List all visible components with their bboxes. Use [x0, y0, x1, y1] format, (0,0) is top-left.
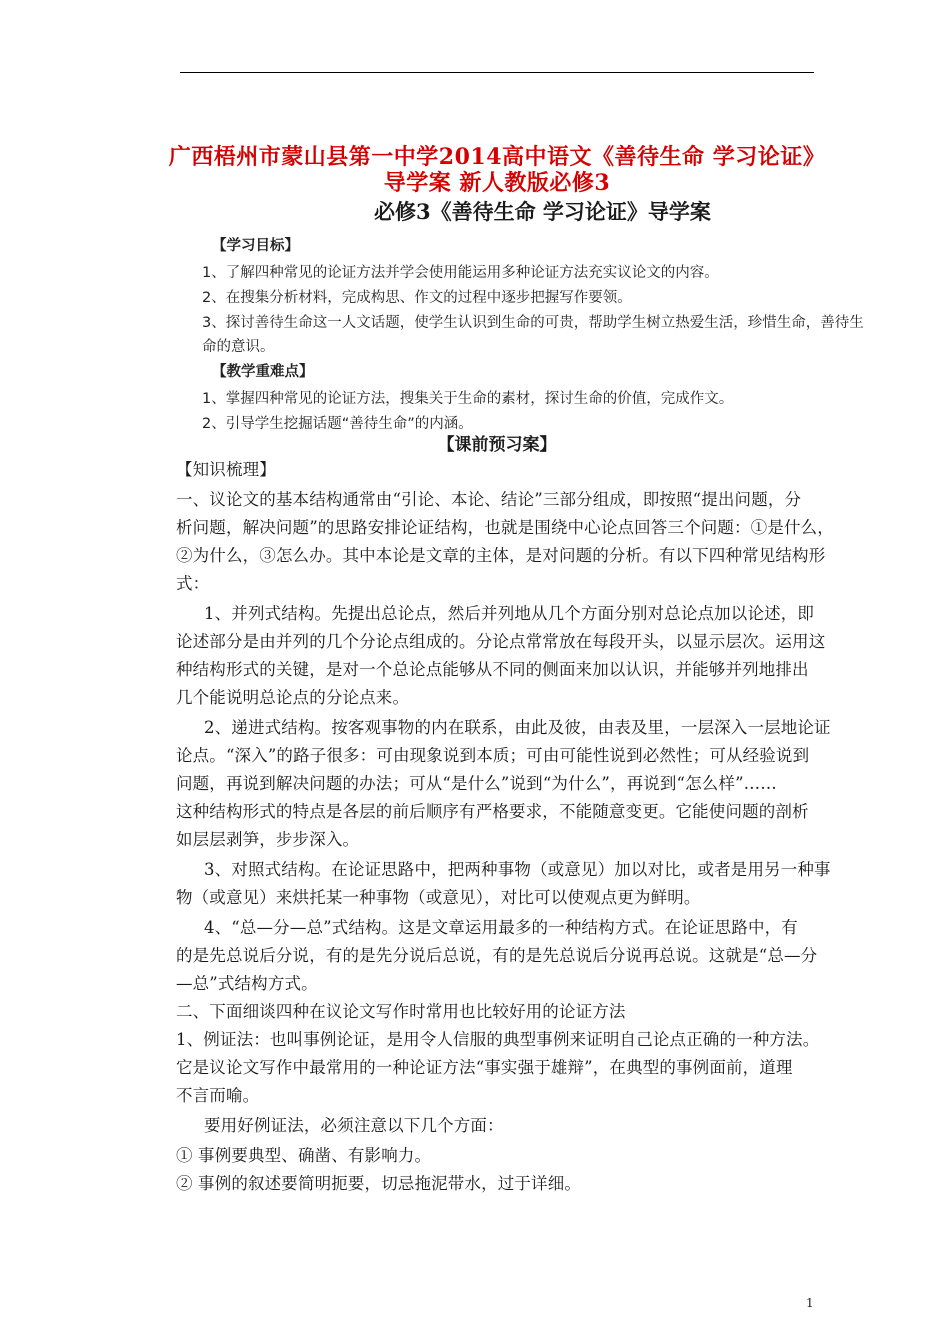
body-line: 4、“总—分—总”式结构。这是文章运用最多的一种结构方式。在论证思路中，有: [204, 918, 798, 937]
body-line: 几个能说明总论点的分论点来。: [176, 688, 410, 707]
body-line: 这种结构形式的特点是各层的前后顺序有严格要求，不能随意变更。它能使问题的剖析: [176, 802, 809, 821]
body-line: 物（或意见）来烘托某一种事物（或意见），对比可以使观点更为鲜明。: [176, 888, 701, 907]
header-rule: [180, 72, 814, 73]
body-line: 二、下面细谈四种在议论文写作时常用也比较好用的论证方法: [176, 1002, 626, 1021]
body-line: 式：: [176, 574, 210, 593]
body-line: 不言而喻。: [176, 1086, 260, 1105]
body-line: 要用好例证法，必须注意以下几个方面：: [204, 1116, 504, 1135]
goal-item-2: 2、在搜集分析材料，完成构思、作文的过程中逐步把握写作要领。: [202, 290, 632, 306]
body-line: 种结构形式的关键，是对一个总论点能够从不同的侧面来加以认识，并能够并列地排出: [176, 660, 809, 679]
body-line: 3、对照式结构。在论证思路中，把两种事物（或意见）加以对比，或者是用另一种事: [204, 860, 831, 879]
body-line: ②为什么，③怎么办。其中本论是文章的主体，是对问题的分析。有以下四种常见结构形: [176, 546, 826, 565]
body-line: 论述部分是由并列的几个分论点组成的。分论点常常放在每段开头，以显示层次。运用这: [176, 632, 826, 651]
body-line: 如层层剥笋，步步深入。: [176, 830, 360, 849]
body-line: —总”式结构方式。: [176, 974, 318, 993]
goal-item-1: 1、了解四种常见的论证方法并学会使用能运用多种论证方法充实议论文的内容。: [202, 265, 719, 281]
key-point-2: 2、引导学生挖掘话题“善待生命”的内涵。: [202, 416, 473, 432]
body-line: 的是先总说后分说，有的是先分说后总说，有的是先总说后分说再总说。这就是“总—分: [176, 946, 818, 965]
body-line: 它是议论文写作中最常用的一种论证方法“事实强于雄辩”，在典型的事例面前，道理: [176, 1058, 793, 1077]
goals-heading: 【学习目标】: [212, 238, 299, 254]
key-point-1: 1、掌握四种常见的论证方法，搜集关于生命的素材，探讨生命的价值，完成作文。: [202, 391, 734, 407]
body-line: 论点。“深入”的路子很多：可由现象说到本质；可由可能性说到必然性；可从经验说到: [176, 746, 810, 765]
body-line: 问题，再说到解决问题的办法；可从“是什么”说到“为什么”，再说到“怎么样”……: [176, 774, 777, 793]
body-line: 1、并列式结构。先提出总论点，然后并列地从几个方面分别对总论点加以论述，即: [204, 604, 815, 623]
body-line: 一、议论文的基本结构通常由“引论、本论、结论”三部分组成，即按照“提出问题，分: [176, 490, 802, 509]
body-line: 2、递进式结构。按客观事物的内在联系，由此及彼，由表及里，一层深入一层地论证: [204, 718, 831, 737]
body-line: 【知识梳理】: [176, 460, 276, 479]
key-points-heading: 【教学重难点】: [212, 364, 314, 380]
body-line: 1、例证法：也叫事例论证，是用令人信服的典型事例来证明自己论点正确的一种方法。: [176, 1030, 820, 1049]
document-subtitle: 必修3《善待生命 学习论证》导学案: [374, 199, 711, 224]
document-title-line2: 导学案 新人教版必修3: [383, 170, 611, 196]
goal-item-3-cont: 命的意识。: [202, 339, 275, 355]
body-line: 析问题，解决问题”的思路安排论证结构，也就是围绕中心论点回答三个问题：①是什么，: [176, 518, 834, 537]
preview-heading: 【课前预习案】: [437, 435, 557, 455]
body-line: ① 事例要典型、确凿、有影响力。: [176, 1146, 432, 1165]
goal-item-3: 3、探讨善待生命这一人文话题，使学生认识到生命的可贵，帮助学生树立热爱生活，珍惜生命，善待生: [202, 315, 864, 331]
body-line: ② 事例的叙述要简明扼要，切忌拖泥带水，过于详细。: [176, 1174, 581, 1193]
document-title-line1: 广西梧州市蒙山县第一中学2014高中语文《善待生命 学习论证》: [168, 144, 826, 170]
page-number: 1: [806, 1296, 814, 1310]
